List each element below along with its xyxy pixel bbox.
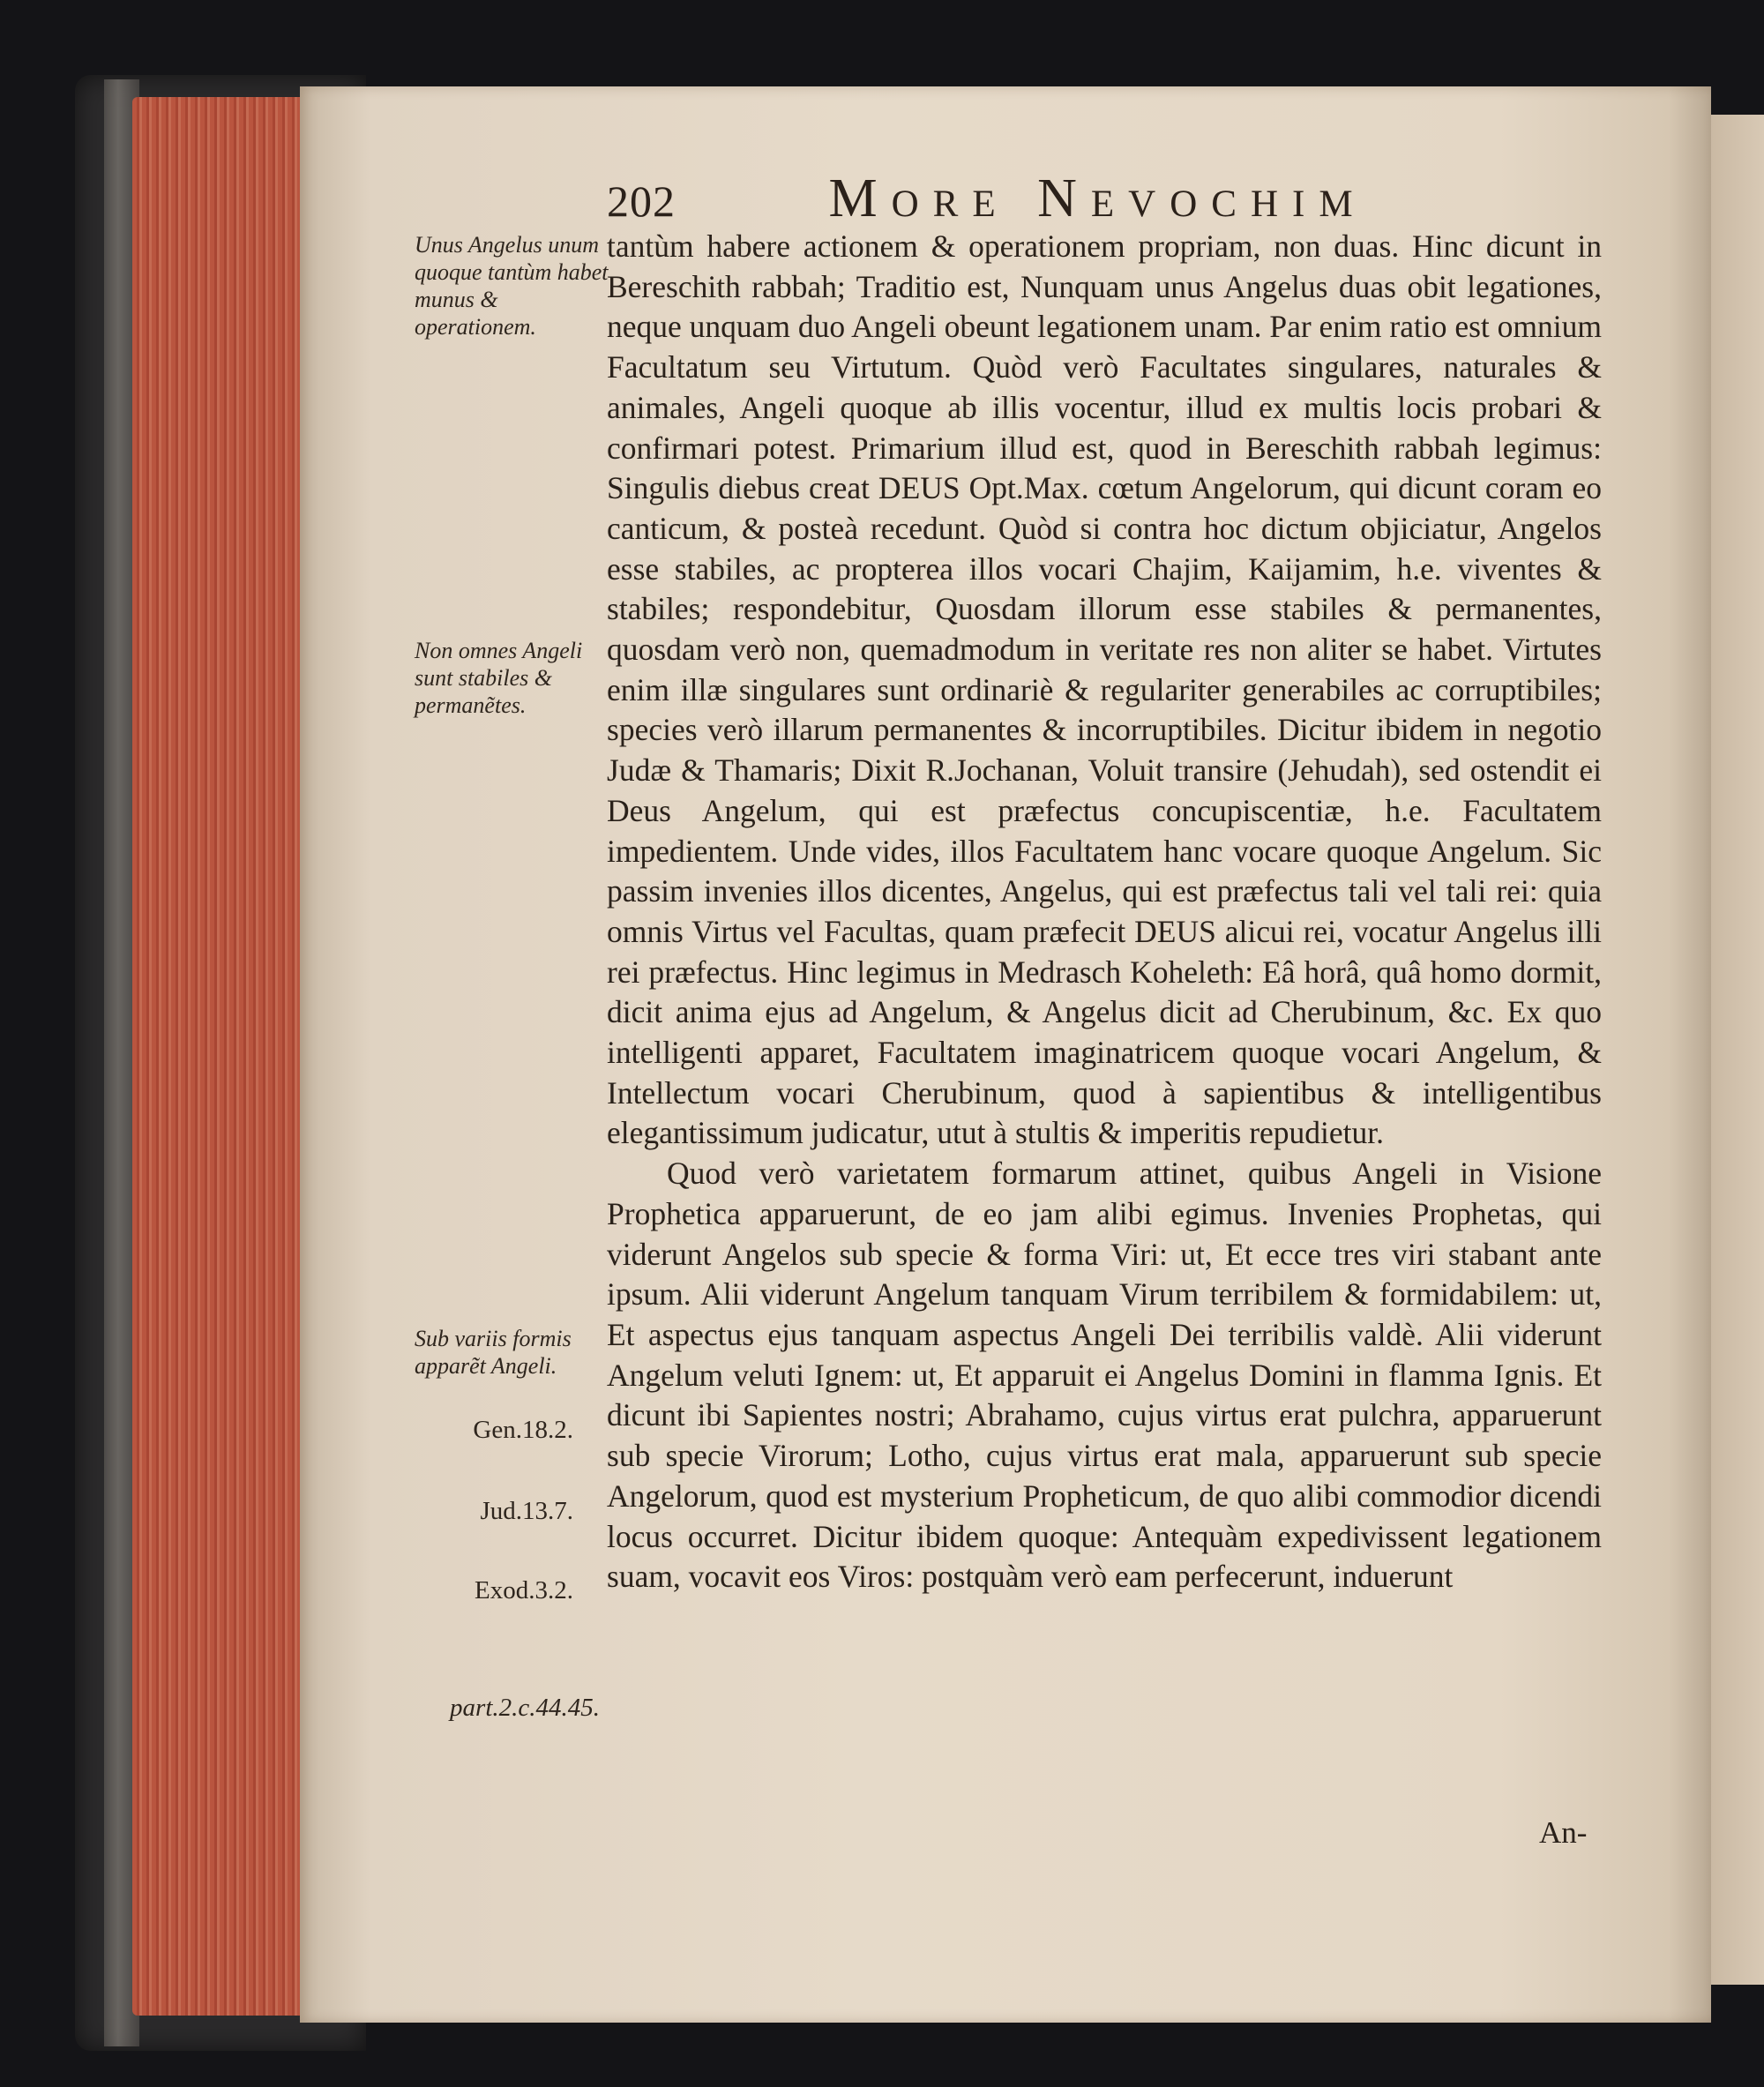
margin-ref: Exod.3.2. bbox=[475, 1576, 573, 1605]
margin-note: Unus Angelus unum quoque tantùm habet munus & operationem. bbox=[415, 232, 609, 340]
paragraph: Quod verò varietatem formarum attinet, quibus Angeli in Visione Prophetica apparuerunt, de eo jam alibi egimus. Invenies Prophetas, qui viderunt Angelos sub specie & forma Viri: ut, Et ecce tres viri stabant ante ipsum. Alii viderunt Angelum tanquam Virum terribilem & formidabilem: ut, Et aspectus ejus tanquam aspectus Angeli Dei terribilis valdè. Alii viderunt Angelum veluti Ignem: ut, Et apparuit ei Angelus Domini in flamma Ignis. Et dicunt ibi Sapientes nostri; Abrahamo, cujus virtus erat pulchra, apparuerunt sub specie Virorum; Lotho, cujus virtus erat mala, apparuerunt sub specie Angelorum, quod est mysterium Propheticum, de quo alibi commodior dicendi locus occurret. Dicitur ibidem quoque: Antequàm expedivissent legationem suam, vocavit eos Viros: postquàm verò eam perfecerunt, induerunt bbox=[607, 1156, 1602, 1595]
margin-note: Sub variis formis apparẽt Angeli. bbox=[415, 1326, 572, 1379]
body-text bbox=[607, 227, 1602, 1597]
running-head: More Nevochim bbox=[828, 168, 1367, 228]
page-header bbox=[607, 168, 1367, 230]
paragraph: tantùm habere actionem & operationem propriam, non duas. Hinc dicunt in Bereschith rabbah; Traditio est, Nunquam unus Angelus duas obit legationes, neque unquam duo Angeli obeunt legationem unam. Par enim ratio est omnium Facultatum seu Virtutum. Quòd verò Facultates singulares, naturales & animales, Angeli quoque ab illis vocentur, illud ex multis locis probari & confirmari potest. Primarium illud est, quod in Bereschith rabbah legimus: Singulis diebus creat DEUS Opt.Max. cœtum Angelorum, qui dicunt coram eo canticum, & posteà recedunt. Quòd si contra hoc dictum objiciatur, Angelos esse stabiles, ac propterea illos vocari Chajim, Kaijamim, h.e. viventes & stabiles; respondebitur, Quosdam illorum esse stabiles & permanentes, quosdam verò non, quemadmodum in veritate res non aliter se habet. Virtutes enim illæ singulares sunt ordinariè & regulariter generabiles ac corruptibiles; species verò illarum permanentes & incorruptibiles. Dicitur ibidem in negotio Judæ & Thamaris; Dixit R.Jochanan, Voluit transire (Jehudah), sed ostendit ei Deus Angelum, qui est præfectus concupiscentiæ, h.e. Facultatem impedientem. Unde vides, illos Facultatem hanc vocare quoque Angelum. Sic passim invenies illos dicentes, Angelus, qui est præfectus tali vel tali rei: quia omnis Virtus vel Facultas, quam præfecit DEUS alicui rei, vocatur Angelus illi rei præfectus. Hinc legimus in Medrasch Koheleth: Eâ horâ, quâ homo dormit, dicit anima ejus ad Angelum, & Angelus dicit ad Cherubinum, &c. Ex quo intelligenti apparet, Facultatem imaginatricem quoque vocari Angelum, & Intellectum vocari Cherubinum, quod à sapientibus & intelligentibus elegantissimum judicatur, utut à stultis & imperitis repudietur. bbox=[607, 228, 1602, 1151]
margin-ref: Gen.18.2. bbox=[473, 1416, 573, 1444]
margin-ref: part.2.c.44.45. bbox=[450, 1694, 600, 1722]
catchword: An- bbox=[1539, 1815, 1588, 1850]
margin-note: Non omnes Angeli sunt stabiles & permanẽtes. bbox=[415, 638, 583, 718]
page-number: 202 bbox=[607, 176, 676, 226]
margin-ref: Jud.13.7. bbox=[480, 1497, 573, 1525]
page-edges bbox=[132, 97, 309, 2016]
